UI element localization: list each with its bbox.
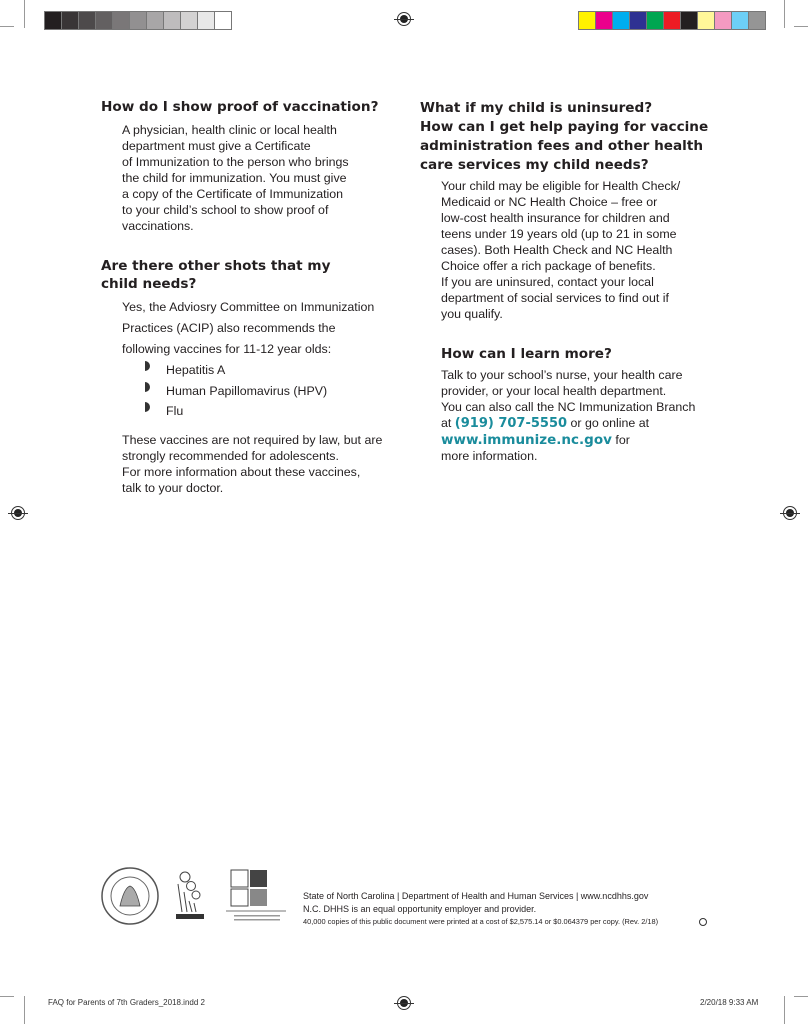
bullet-icon xyxy=(145,402,150,412)
color-swatch xyxy=(681,12,698,29)
color-swatch xyxy=(147,12,164,29)
color-swatch xyxy=(732,12,749,29)
color-swatch xyxy=(96,12,113,29)
color-swatch xyxy=(715,12,732,29)
text-line: cases). Both Health Check and NC Health xyxy=(441,243,673,257)
text-line: provider, or your local health department. xyxy=(441,384,667,398)
footer-print-cost: 40,000 copies of this public document were printed at a cost of $2,575.14 or $0.064379 per copy. (Rev. 2/18) xyxy=(303,917,659,926)
crop-mark xyxy=(794,26,808,27)
text-line: For more information about these vaccines, xyxy=(122,465,361,479)
crop-mark xyxy=(794,996,808,997)
crop-mark xyxy=(784,996,785,1024)
color-swatch xyxy=(198,12,215,29)
heading-proof-of-vaccination xyxy=(101,98,378,117)
color-swatch xyxy=(664,12,681,29)
text-line: department of social services to find out if xyxy=(441,291,669,305)
text-line: Your child may be eligible for Health Check/ xyxy=(441,179,681,193)
text-line: to your child’s school to show proof of xyxy=(122,203,329,217)
heading-other-shots xyxy=(101,257,330,293)
text-line: How can I get help paying for vaccine xyxy=(420,119,709,135)
online-text: or go online at xyxy=(570,416,650,430)
color-swatch xyxy=(698,12,715,29)
list-item xyxy=(166,360,327,381)
text-line: Are there other shots that my xyxy=(101,258,331,274)
text-line: low-cost health insurance for children and xyxy=(441,211,670,225)
crop-mark xyxy=(0,26,14,27)
text-line: a copy of the Certificate of Immunization xyxy=(122,187,344,201)
text-line: administration fees and other health xyxy=(420,138,704,154)
url-line xyxy=(441,432,695,448)
color-swatch xyxy=(630,12,647,29)
text-line: strongly recommended for adolescents. xyxy=(122,449,339,463)
vaccine-list xyxy=(166,360,327,422)
crop-mark xyxy=(784,0,785,28)
learn-more-lines xyxy=(441,367,695,415)
more-information-text: more information. xyxy=(441,449,538,463)
color-swatch xyxy=(113,12,130,29)
color-swatch xyxy=(62,12,79,29)
learn-more-text xyxy=(441,367,695,464)
text-line: How can I learn more? xyxy=(441,346,612,362)
uninsured-text xyxy=(441,178,680,322)
text-line: You can also call the NC Immunization Branch xyxy=(441,400,696,414)
text-line: A physician, health clinic or local health xyxy=(122,123,337,137)
color-swatch xyxy=(613,12,630,29)
slug-timestamp: 2/20/18 9:33 AM xyxy=(700,998,759,1007)
text-line: Practices (ACIP) also recommends the xyxy=(122,321,336,335)
list-item-label: Human Papillomavirus (HPV) xyxy=(166,383,328,398)
text-line: care services my child needs? xyxy=(420,157,649,173)
immunize-nc-logo xyxy=(172,870,206,926)
text-line: following vaccines for 11-12 year olds: xyxy=(122,342,332,356)
nc-state-seal-logo xyxy=(100,866,160,926)
text-line: vaccinations. xyxy=(122,219,194,233)
list-item-label: Flu xyxy=(166,404,184,418)
registration-mark-right xyxy=(783,506,797,520)
text-line: talk to your doctor. xyxy=(122,481,224,495)
text-line: If you are uninsured, contact your local xyxy=(441,275,654,289)
color-swatch xyxy=(130,12,147,29)
process-color-bar xyxy=(578,11,766,30)
phone-line xyxy=(441,415,695,432)
text-line: What if my child is uninsured? xyxy=(420,100,653,116)
other-shots-closing-text xyxy=(122,432,382,496)
text-line: Yes, the Adviosry Committee on Immunization xyxy=(122,300,375,314)
heading-learn-more xyxy=(441,345,612,364)
color-swatch xyxy=(45,12,62,29)
grayscale-color-bar xyxy=(44,11,232,30)
text-line: Choice offer a rich package of benefits. xyxy=(441,259,656,273)
footer-agency-line: State of North Carolina | Department of Health and Human Services | www.ncdhhs.gov xyxy=(303,891,649,901)
crop-mark xyxy=(24,996,25,1024)
color-swatch xyxy=(181,12,198,29)
text-line: of Immunization to the person who brings xyxy=(122,155,349,169)
color-swatch xyxy=(647,12,664,29)
other-shots-text xyxy=(122,297,374,360)
proof-of-vaccination-text xyxy=(122,122,349,234)
text-line: the child for immunization. You must give xyxy=(122,171,347,185)
list-item-label: Hepatitis A xyxy=(166,363,226,377)
color-swatch xyxy=(215,12,231,29)
bullet-icon xyxy=(145,382,150,392)
slug-file-name: FAQ for Parents of 7th Graders_2018.indd 2 xyxy=(48,998,205,1007)
color-swatch xyxy=(164,12,181,29)
crop-mark xyxy=(24,0,25,28)
color-swatch xyxy=(579,12,596,29)
registration-mark-top xyxy=(397,12,411,26)
list-item xyxy=(166,381,327,402)
text-line: you qualify. xyxy=(441,307,503,321)
text-line: teens under 19 years old (up to 21 in some xyxy=(441,227,677,241)
at-text: at xyxy=(441,416,452,430)
list-item xyxy=(166,401,327,422)
color-swatch xyxy=(79,12,96,29)
registration-mark-left xyxy=(11,506,25,520)
registration-mark-bottom xyxy=(397,996,411,1010)
phone-link[interactable]: (919) 707-5550 xyxy=(454,416,568,431)
crop-mark xyxy=(0,996,14,997)
text-line: How do I show proof of vaccination? xyxy=(101,99,379,115)
text-line: department must give a Certificate xyxy=(122,139,311,153)
nc-public-schools-logo xyxy=(226,868,288,926)
website-link[interactable]: www.immunize.nc.gov xyxy=(441,432,612,448)
color-swatch xyxy=(749,12,765,29)
text-line: child needs? xyxy=(101,276,197,292)
footer-equal-opportunity: N.C. DHHS is an equal opportunity employer and provider. xyxy=(303,904,537,914)
text-line: Talk to your school’s nurse, your health care xyxy=(441,368,683,382)
color-swatch xyxy=(596,12,613,29)
text-line: These vaccines are not required by law, but are xyxy=(122,433,383,447)
bullet-icon xyxy=(145,361,150,371)
heading-uninsured xyxy=(420,99,708,175)
small-registration-icon xyxy=(699,918,707,926)
for-text: for xyxy=(615,433,630,447)
text-line: Medicaid or NC Health Choice – free or xyxy=(441,195,658,209)
